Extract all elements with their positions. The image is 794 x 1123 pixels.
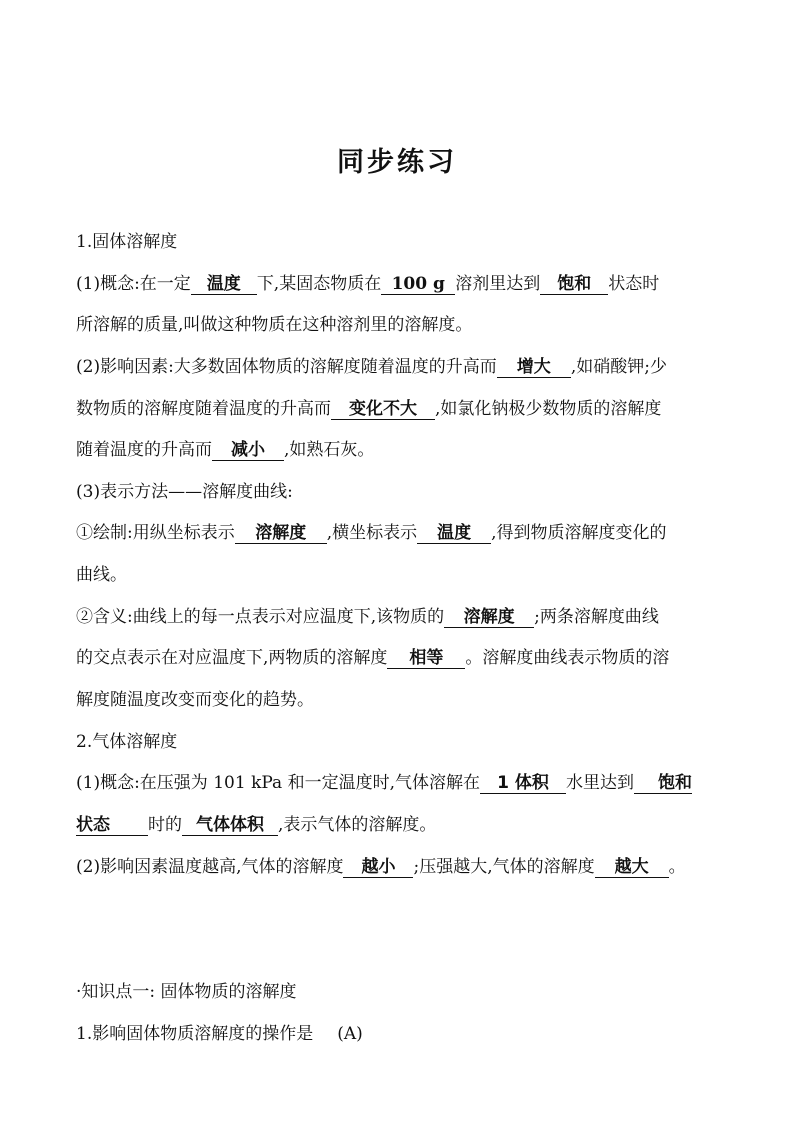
answer-blank: 气体体积 [182, 815, 278, 836]
knowledge-point-label: ·知识点一: 固体物质的溶解度 [76, 982, 297, 1002]
paragraph-draw-line1: ①绘制:用纵坐标表示 溶解度 ,横坐标表示 温度 ,得到物质溶解度变化的 [76, 523, 667, 543]
paragraph-meaning-line2: 的交点表示在对应温度下,两物质的溶解度 相等 。溶解度曲线表示物质的溶 [76, 648, 670, 668]
answer-blank: 温度 [191, 274, 257, 295]
answer-blank: 相等 [387, 648, 465, 669]
answer-blank: 溶解度 [235, 523, 327, 544]
section-heading-gas: 2.气体溶解度 [76, 732, 178, 752]
paragraph-factors-line3: 随着温度的升高而 减小 ,如熟石灰。 [76, 440, 375, 460]
answer-blank: 100 g [381, 274, 455, 295]
paragraph-draw-line2: 曲线。 [76, 565, 127, 585]
answer-blank: 1 体积 [480, 773, 566, 794]
answer-blank: 饱和 [634, 773, 692, 794]
question-1: 1.影响固体物质溶解度的操作是 (A) [76, 1024, 363, 1044]
answer-blank: 越大 [595, 857, 669, 878]
paragraph-concept-line2: 所溶解的质量,叫做这种物质在这种溶剂里的溶解度。 [76, 315, 473, 335]
paragraph-concept-line1: (1)概念:在一定 温度 下,某固态物质在 100 g 溶剂里达到 饱和 状态时 [76, 274, 660, 294]
answer-blank: 状态 [76, 815, 148, 836]
answer-blank: 越小 [343, 857, 413, 878]
paragraph-method: (3)表示方法——溶解度曲线: [76, 482, 293, 502]
answer-blank: 溶解度 [444, 607, 534, 628]
question-1-answer: (A) [337, 1024, 363, 1044]
paragraph-meaning-line1: ②含义:曲线上的每一点表示对应温度下,该物质的 溶解度 ;两条溶解度曲线 [76, 607, 659, 627]
paragraph-gas-factors: (2)影响因素温度越高,气体的溶解度 越小 ;压强越大,气体的溶解度 越大 。 [76, 857, 686, 877]
answer-blank: 变化不大 [331, 399, 435, 420]
paragraph-factors-line2: 数物质的溶解度随着温度的升高而 变化不大 ,如氯化钠极少数物质的溶解度 [76, 399, 662, 419]
section-heading-solid: 1.固体溶解度 [76, 232, 178, 252]
answer-blank: 减小 [212, 440, 284, 461]
answer-blank: 温度 [417, 523, 491, 544]
page-title: 同步练习 [337, 147, 457, 178]
answer-blank: 饱和 [540, 274, 608, 295]
paragraph-gas-concept-line1: (1)概念:在压强为 101 kPa 和一定温度时,气体溶解在 1 体积 水里达到 饱和 [76, 773, 692, 793]
paragraph-gas-concept-line2: 状态 时的 气体体积 ,表示气体的溶解度。 [76, 815, 437, 835]
answer-blank: 增大 [497, 357, 571, 378]
paragraph-meaning-line3: 解度随温度改变而变化的趋势。 [76, 690, 314, 710]
paragraph-factors-line1: (2)影响因素:大多数固体物质的溶解度随着温度的升高而 增大 ,如硝酸钾;少 [76, 357, 667, 377]
